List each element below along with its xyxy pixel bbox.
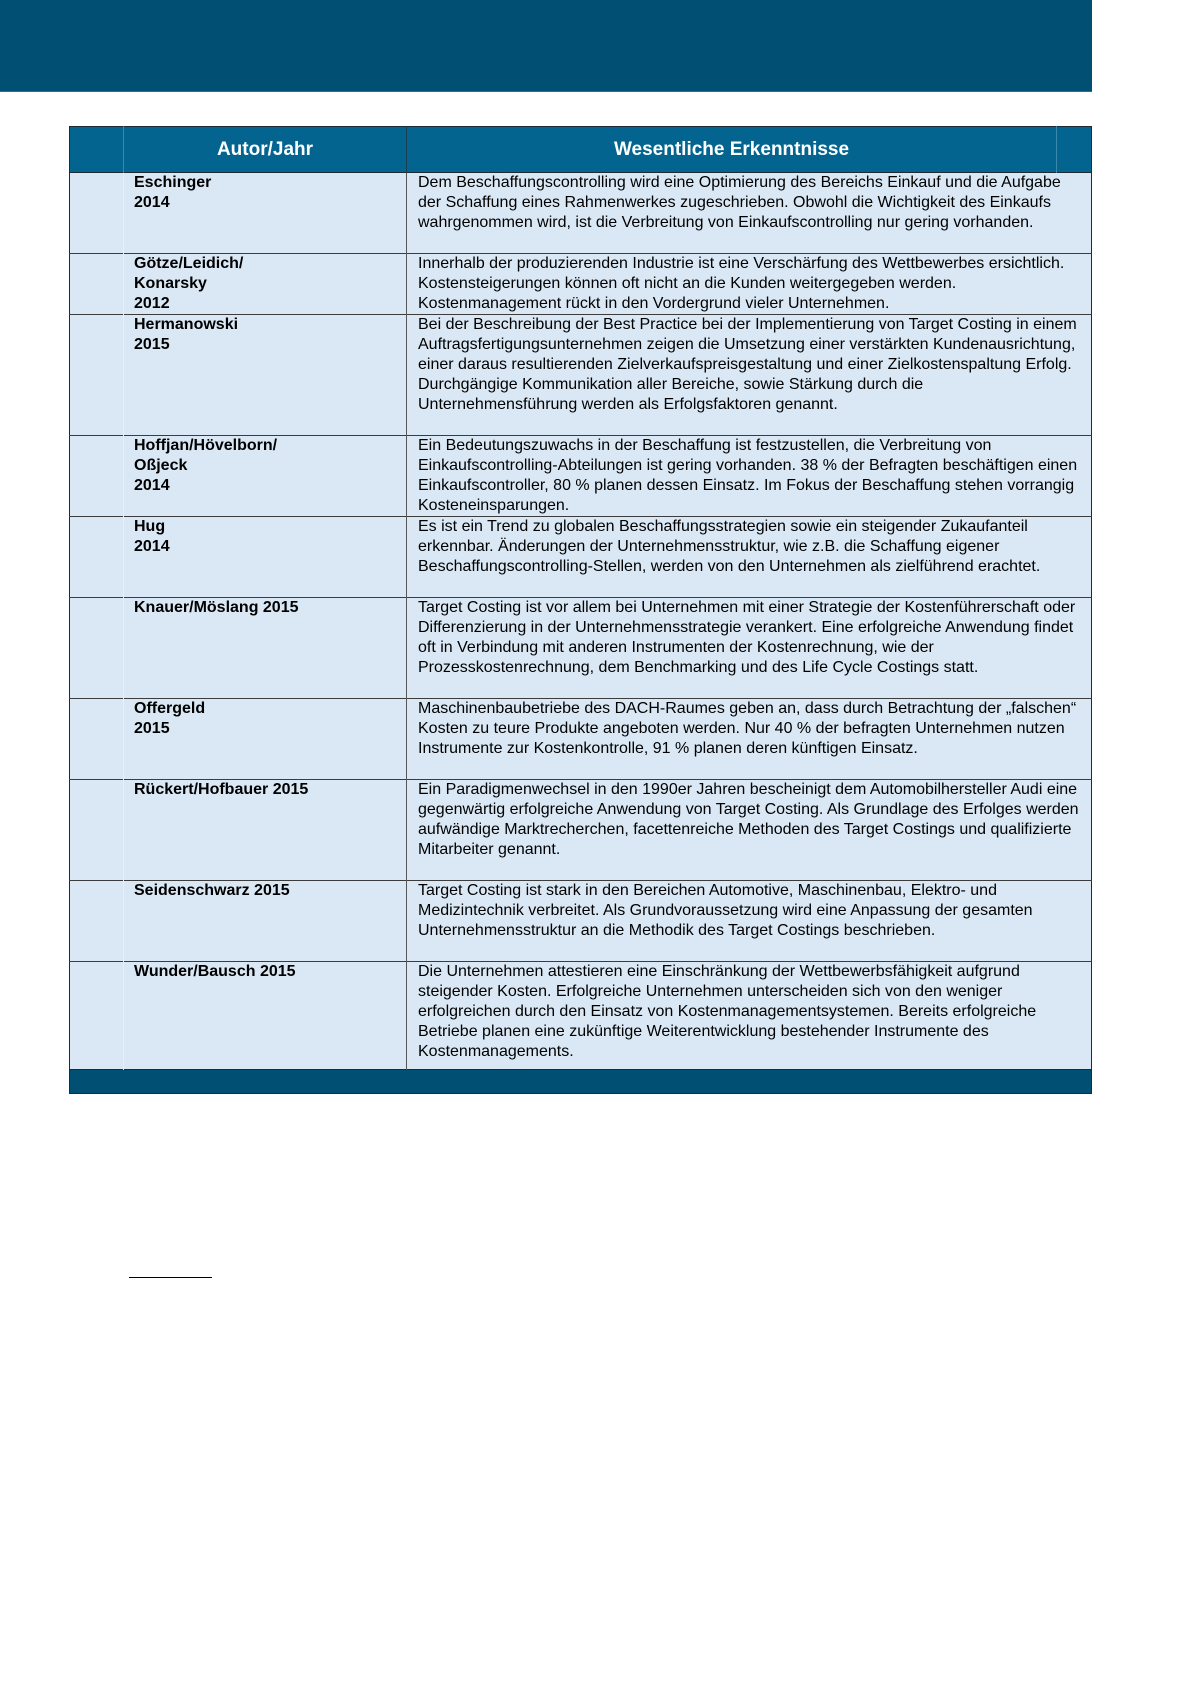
author-line: Konarsky xyxy=(134,275,207,292)
author-year-cell xyxy=(124,436,407,517)
table-row xyxy=(70,780,1092,881)
key-findings-text: Ein Paradigmenwechsel in den 1990er Jahren bescheinigt dem Automobilhersteller Audi eine gegenwärtig erfolgreiche Anwendung von Target Costing. Als Grundlage des Erfolges werden aufwändige Marktrecherchen, facettenreiche Methoden des Target Costings und qualifizierte Mitarbeiter genannt. xyxy=(418,781,1079,858)
header-right-cell xyxy=(1057,127,1092,173)
header-gutter-cell xyxy=(70,127,124,173)
literature-findings-table-container xyxy=(69,126,1091,1094)
key-findings-cell xyxy=(407,315,1092,436)
author-line: Wunder/Bausch 2015 xyxy=(134,963,296,980)
author-line: Hermanowski xyxy=(134,316,239,333)
author-line: Knauer/Möslang 2015 xyxy=(134,599,299,616)
key-findings-text: Maschinenbaubetriebe des DACH-Raumes geben an, dass durch Betrachtung der „falschen“ Kosten zu teure Produkte angeboten werden. Nur 40 % der befragten Unternehmen nutzen Instrumente zur Kostenkontrolle, 91 % planen deren künftigen Einsatz. xyxy=(418,700,1077,757)
row-gutter-cell xyxy=(70,254,124,315)
key-findings-cell xyxy=(407,881,1092,962)
table-row xyxy=(70,173,1092,254)
table-row xyxy=(70,315,1092,436)
row-gutter-cell xyxy=(70,173,124,254)
author-line: 2014 xyxy=(134,477,170,494)
row-gutter-cell xyxy=(70,598,124,699)
key-findings-text: Target Costing ist stark in den Bereichen Automotive, Maschinenbau, Elektro- und Medizintechnik verbreitet. Als Grundvoraussetzung wird eine Anpassung der gesamten Unternehmensstruktur an die Methodik des Target Costings beschrieben. xyxy=(418,882,1033,939)
author-line: Hoffjan/Hövelborn/ xyxy=(134,437,278,454)
author-line: 2014 xyxy=(134,538,170,555)
footer-bar-cell xyxy=(70,1070,1092,1094)
key-findings-cell xyxy=(407,780,1092,881)
key-findings-cell xyxy=(407,173,1092,254)
author-year-cell xyxy=(124,699,407,780)
table-row xyxy=(70,436,1092,517)
author-year-cell xyxy=(124,315,407,436)
key-findings-cell xyxy=(407,962,1092,1070)
row-gutter-cell xyxy=(70,881,124,962)
table-row xyxy=(70,699,1092,780)
table-row xyxy=(70,254,1092,315)
key-findings-cell xyxy=(407,598,1092,699)
key-findings-text: Ein Bedeutungszuwachs in der Beschaffung ist festzustellen, die Verbreitung von Einkaufscontrolling-Abteilungen ist gering vorhanden. 38 % der Befragten beschäftigen einen Einkaufscontroller, 80 % planen dessen Einsatz. Im Fokus der Beschaffung stehen vorrangig Kosteneinsparungen. xyxy=(418,437,1078,514)
footnote-separator xyxy=(129,1277,212,1278)
table-row xyxy=(70,881,1092,962)
key-findings-text: Die Unternehmen attestieren eine Einschränkung der Wettbewerbsfähigkeit aufgrund steigender Kosten. Erfolgreiche Unternehmen unterscheiden sich von den weniger erfolgreichen durch den Einsatz von Kostenmanagementsystemen. Bereits erfolgreiche Betriebe planen eine zukünftige Weiterentwicklung bestehender Instrumente des Kostenmanagements. xyxy=(418,963,1037,1060)
author-year-cell xyxy=(124,962,407,1070)
author-line: Oßjeck xyxy=(134,457,188,474)
key-findings-text: Bei der Beschreibung der Best Practice bei der Implementierung von Target Costing in einem Auftragsfertigungsunternehmen zeigen die Umsetzung einer verstärkten Kundenausrichtung, einer daraus resultierenden Zielverkaufspreisgestaltung und einer Zielkostenspaltung Erfolg. Durchgängige Kommunikation aller Bereiche, sowie Stärkung durch die Unternehmensführung werden als Erfolgsfaktoren genannt. xyxy=(418,316,1077,413)
author-year-cell xyxy=(124,173,407,254)
row-gutter-cell xyxy=(70,517,124,598)
table-header-row xyxy=(70,127,1092,173)
table-row xyxy=(70,598,1092,699)
author-year-cell xyxy=(124,517,407,598)
row-gutter-cell xyxy=(70,699,124,780)
key-findings-cell xyxy=(407,436,1092,517)
author-year-cell xyxy=(124,780,407,881)
author-line: Hug xyxy=(134,518,166,535)
author-line: Eschinger xyxy=(134,174,212,191)
key-findings-text: Dem Beschaffungscontrolling wird eine Optimierung des Bereichs Einkauf und die Aufgabe der Schaffung eines Rahmenwerkes zugeschrieben. Obwohl die Wichtigkeit des Einkaufs wahrgenommen wird, ist die Verbreitung von Einkaufscontrolling nur gering vorhanden. xyxy=(418,174,1061,231)
key-findings-cell xyxy=(407,517,1092,598)
table-footer-bar xyxy=(70,1070,1092,1094)
key-findings-cell xyxy=(407,254,1092,315)
table-row xyxy=(70,962,1092,1070)
literature-findings-table xyxy=(69,126,1092,1094)
author-line: Seidenschwarz 2015 xyxy=(134,882,290,899)
key-findings-text: Target Costing ist vor allem bei Unternehmen mit einer Strategie der Kostenführerschaft oder Differenzierung in der Unternehmensstrategie verankert. Eine erfolgreiche Anwendung findet oft in Verbindung mit anderen Instrumenten der Kostenrechnung, wie der Prozesskostenrechnung, dem Benchmarking und des Life Cycle Costings statt. xyxy=(418,599,1076,676)
header-author-year: Autor/Jahr xyxy=(124,127,407,173)
author-year-cell xyxy=(124,881,407,962)
author-line: 2015 xyxy=(134,336,170,353)
table-row xyxy=(70,517,1092,598)
row-gutter-cell xyxy=(70,436,124,517)
row-gutter-cell xyxy=(70,962,124,1070)
author-line: Götze/Leidich/ xyxy=(134,255,244,272)
row-gutter-cell xyxy=(70,780,124,881)
author-year-cell xyxy=(124,254,407,315)
header-key-findings: Wesentliche Erkenntnisse xyxy=(407,127,1057,173)
row-gutter-cell xyxy=(70,315,124,436)
key-findings-text: Es ist ein Trend zu globalen Beschaffungsstrategien sowie ein steigender Zukaufanteil erkennbar. Änderungen der Unternehmensstruktur, wie z.B. die Schaffung eigener Beschaffungscontrolling-Stellen, werden von den Unternehmen als zielführend erachtet. xyxy=(418,518,1041,575)
page-header-banner xyxy=(0,0,1092,92)
author-year-cell xyxy=(124,598,407,699)
key-findings-text: Innerhalb der produzierenden Industrie ist eine Verschärfung des Wettbewerbes ersichtlich. Kostensteigerungen können oft nicht an die Kunden weitergegeben werden. Kostenmanagement rückt in den Vordergrund vieler Unternehmen. xyxy=(418,255,1065,312)
author-line: Offergeld xyxy=(134,700,206,717)
author-line: 2015 xyxy=(134,720,170,737)
author-line: Rückert/Hofbauer 2015 xyxy=(134,781,309,798)
author-line: 2014 xyxy=(134,194,170,211)
key-findings-cell xyxy=(407,699,1092,780)
author-line: 2012 xyxy=(134,295,170,312)
